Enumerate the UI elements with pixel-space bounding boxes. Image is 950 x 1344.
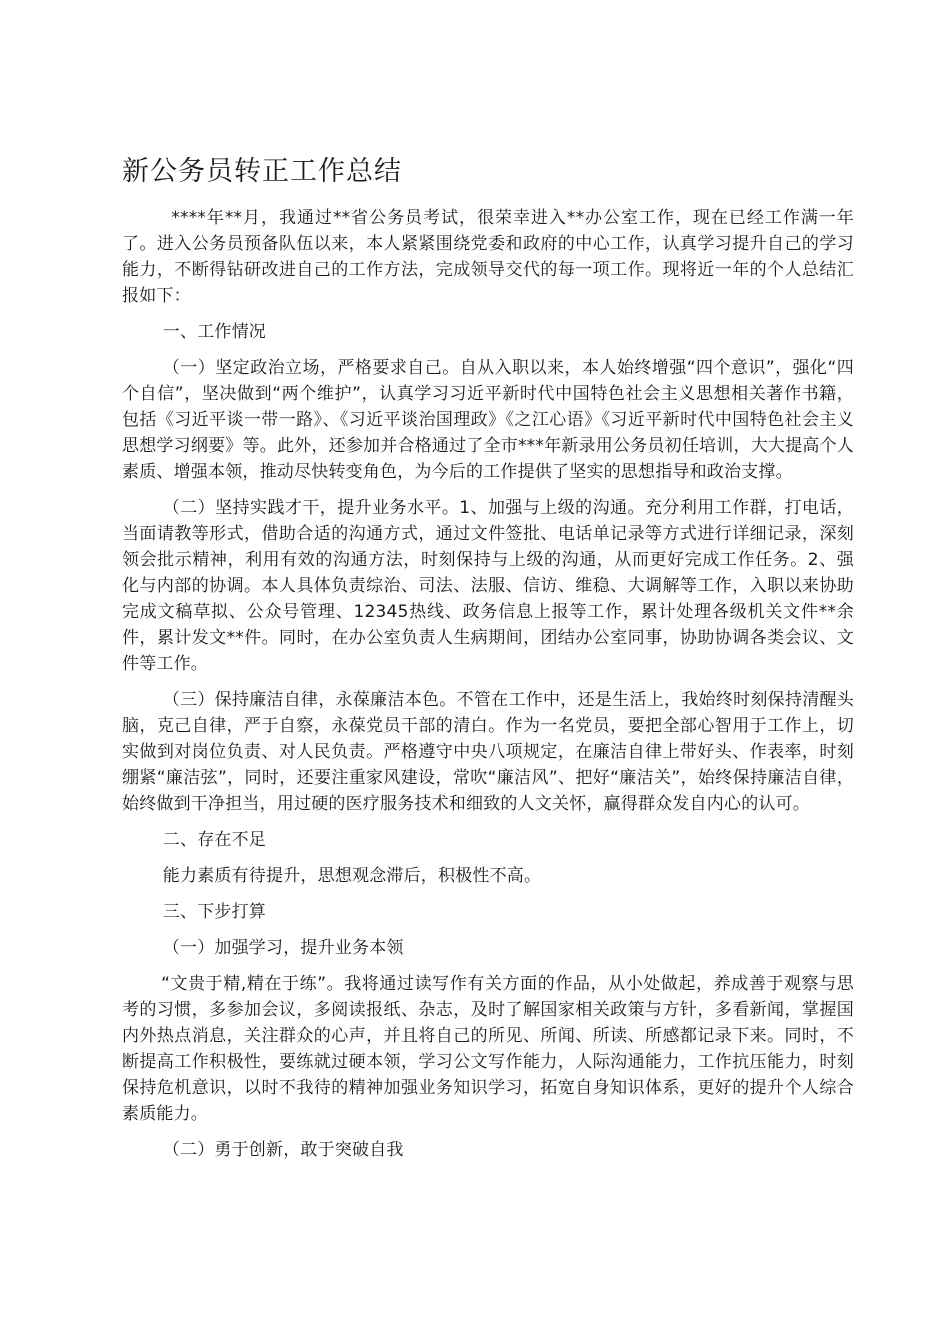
paragraph-shortcomings: 能力素质有待提升，思想观念滞后，积极性不高。 [162,866,542,886]
section-heading-shortcomings: 二、存在不足 [162,830,266,850]
intro-paragraph: ****年**月，我通过**省公务员考试，很荣幸进入**办公室工作，现在已经工作满一年了。进入公务员预备队伍以来，本人紧紧围绕党委和政府的中心工作，认真学习提升自己的学习能力，不断得钻研改进自己的工作方法，完成领导交代的每一项工作。现将近一年的个人总结汇报如下： [122,208,854,306]
paragraph-study: “文贵于精,精在于练”。我将通过读写作有关方面的作品，从小处做起，养成善于观察与思考的习惯，多参加会议，多阅读报纸、杂志，及时了解国家相关政策与方针，多看新闻，掌握国内外热点消息，关注群众的心声，并且将自己的所见、所闻、所读、所感都记录下来。同时，不断提高工作积极性，要练就过硬本领，学习公文写作能力，人际沟通能力，工作抗压能力，时刻保持危机意识，以时不我待的精神加强业务知识学习，拓宽自身知识体系，更好的提升个人综合素质能力。 [122,974,854,1124]
document-title: 新公务员转正工作总结 [122,156,402,187]
document-body [122,205,854,1173]
subheading-study: （一）加强学习，提升业务本领 [162,938,404,958]
paragraph-practice: （二）坚持实践才干，提升业务水平。1、加强与上级的沟通。充分利用工作群，打电话，当面请教等形式，借助合适的沟通方式，通过文件签批、电话单记录等方式进行详细记录，深刻领会批示精神，利用有效的沟通方法，时刻保持与上级的沟通，从而更好完成工作任务。2、强化与内部的协调。本人具体负责综治、司法、法服、信访、维稳、大调解等工作，入职以来协助完成文稿草拟、公众号管理、12345热线、政务信息上报等工作，累计处理各级机关文件**余件，累计发文**件。同时，在办公室负责人生病期间，团结办公室同事，协助协调各类会议、文件等工作。 [122,498,854,674]
section-heading-plans: 三、下步打算 [162,902,266,922]
subheading-innovate: （二）勇于创新，敢于突破自我 [162,1140,404,1160]
paragraph-political-stance: （一）坚定政治立场，严格要求自己。自从入职以来，本人始终增强“四个意识”，强化“四个自信”，坚决做到“两个维护”，认真学习习近平新时代中国特色社会主义思想相关著作书籍，包括《习近平谈一带一路》、《习近平谈治国理政》《之江心语》《习近平新时代中国特色社会主义思想学习纲要》等。此外，还参加并合格通过了全市***年新录用公务员初任培训，大大提高个人素质、增强本领，推动尽快转变角色，为今后的工作提供了坚实的思想指导和政治支撑。 [122,358,854,482]
section-heading-work: 一、工作情况 [162,322,266,342]
paragraph-integrity: （三）保持廉洁自律，永葆廉洁本色。不管在工作中，还是生活上，我始终时刻保持清醒头脑，克己自律，严于自察，永葆党员干部的清白。作为一名党员，要把全部心智用于工作上，切实做到对岗位负责、对人民负责。严格遵守中央八项规定，在廉洁自律上带好头、作表率，时刻绷紧“廉洁弦”，同时，还要注重家风建设，常吹“廉洁风”、把好“廉洁关”，始终保持廉洁自律，始终做到干净担当，用过硬的医疗服务技术和细致的人文关怀，赢得群众发自内心的认可。 [122,690,854,814]
